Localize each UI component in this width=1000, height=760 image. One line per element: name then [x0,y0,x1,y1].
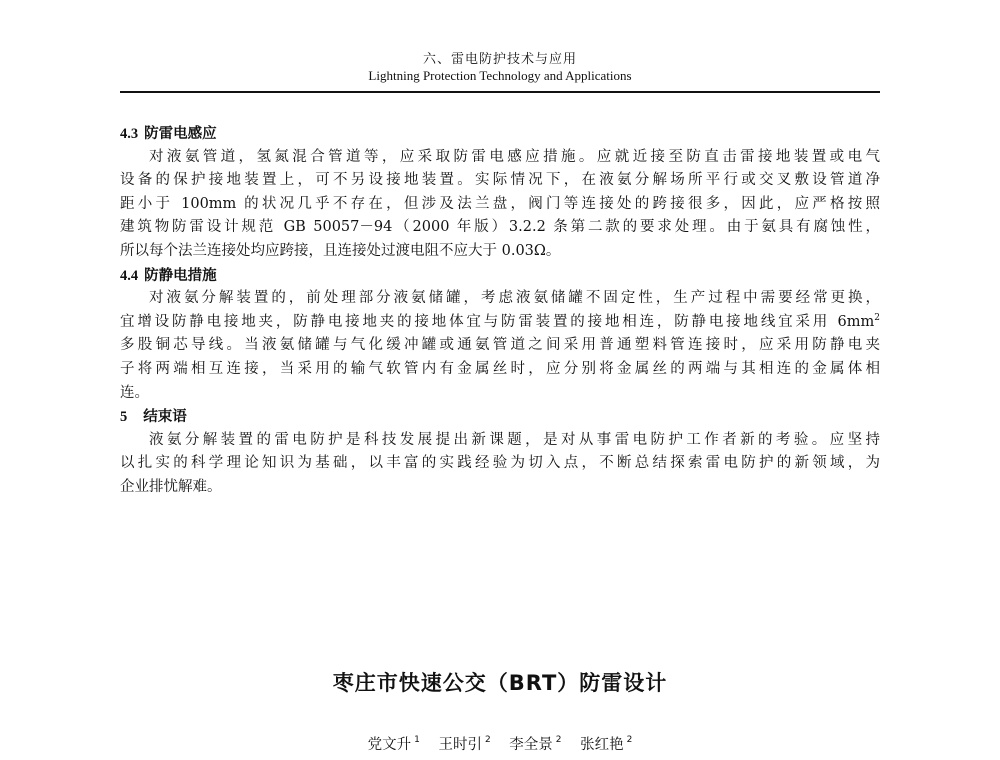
author-name: 李全景 [509,737,553,753]
section-heading-4-3 [120,122,880,146]
author [438,737,490,753]
paragraph-line: 子将两端相互连接，当采用的输气软管内有金属丝时，应分别将金属丝的两端与其相连的金属体相 [120,360,880,377]
author [368,737,420,753]
section-paragraph-4-4 [120,287,880,405]
section-heading-4-4 [120,264,880,288]
unit-superscript: 2 [874,312,880,323]
author-affiliation: 1 [414,735,420,745]
section-heading-5 [120,405,880,429]
running-header [120,52,880,84]
paragraph-line: 企业排忧解难。 [120,478,222,495]
author-affiliation: 2 [626,735,633,745]
section-title: 防静电措施 [144,266,217,284]
paragraph-line: 以扎实的科学理论知识为基础，以丰富的实践经验为切入点，不断总结探索雷电防护的新领域，为 [120,455,880,472]
paragraph-line: 连。 [120,384,149,401]
section-number: 4.3 [120,126,139,142]
section-number: 5 [120,409,128,426]
author-name: 张红艳 [580,737,624,753]
paragraph-line-text: 宜增设防静电接地夹，防静电接地夹的接地体宜与防雷装置的接地相连，防静电接地线宜采用 6mm [120,313,875,330]
header-rule [120,91,880,93]
section-title: 结束语 [143,408,187,426]
author [509,737,561,753]
section-paragraph-4-3 [120,146,880,264]
author-list [120,736,880,754]
body-text [120,122,880,500]
author-name: 王时引 [438,737,482,753]
paragraph-line: 对液氨管道，氢氮混合管道等，应采取防雷电感应措施。应就近接至防直击雷接地装置或电气 [149,148,880,165]
paragraph-line: 对液氨分解装置的，前处理部分液氨储罐，考虑液氨储罐不固定性，生产过程中需要经常更换， [149,290,880,307]
next-article-title: 枣庄市快速公交（BRT）防雷设计 [332,671,668,695]
paragraph-line: 建筑物防雷设计规范 GB 50057－94（2000 年版）3.2.2 条第二款的要求处理。由于氨具有腐蚀性， [120,219,880,236]
section-paragraph-5 [120,429,880,500]
section-title: 防雷电感应 [144,125,217,142]
running-header-english: Lightning Protection Technology and Applications [368,68,632,83]
paragraph-line: 所以每个法兰连接处均应跨接，且连接处过渡电阻不应大于 0.03Ω。 [120,242,561,259]
author-affiliation: 2 [555,735,562,745]
author [580,737,632,753]
paragraph-line: 液氨分解装置的雷电防护是科技发展提出新课题，是对从事雷电防护工作者新的考验。应坚持 [149,431,880,448]
section-number: 4.4 [120,267,139,284]
running-header-chinese: 六、雷电防护技术与应用 [422,52,577,67]
paragraph-line: 多股铜芯导线。当液氨储罐与气化缓冲罐或通氨管道之间采用普通塑料管连接时，应采用防静电夹 [120,337,880,354]
paragraph-line: 距小于 100mm 的状况几乎不存在，但涉及法兰盘，阀门等连接处的跨接很多，因此，应严格按照 [120,195,880,212]
paragraph-line-with-superscript [120,311,880,335]
author-name: 党文升 [367,737,412,753]
paragraph-line: 设备的保护接地装置上，可不另设接地装置。实际情况下，在液氨分解场所平行或交叉敷设管道净 [120,172,880,189]
author-affiliation: 2 [484,735,491,745]
